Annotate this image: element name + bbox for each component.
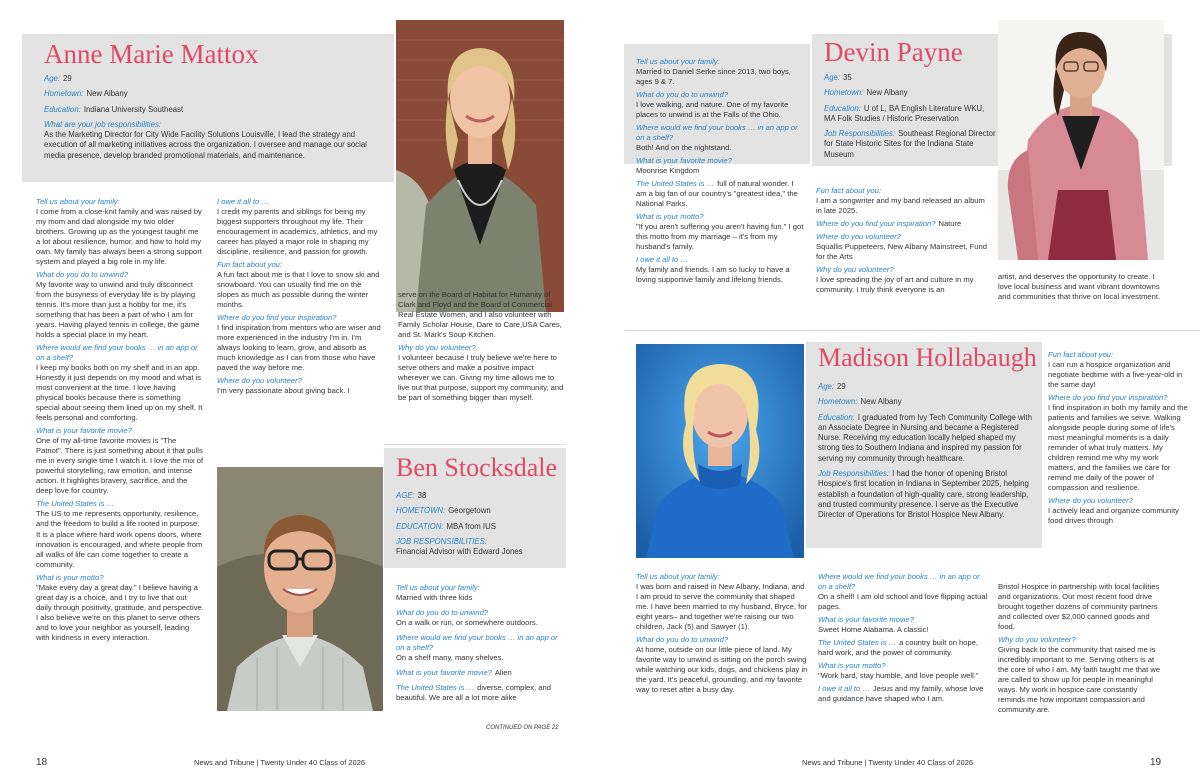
devin-hometown: New Albany xyxy=(866,88,908,98)
madison-job-label: Job Responsibilities: xyxy=(818,468,890,478)
devin-movie-label: What is your favorite movie? xyxy=(636,156,732,166)
devin-motto-label: What is your motto? xyxy=(636,212,704,222)
madison-portrait-image xyxy=(636,344,804,558)
anne-why: I volunteer because I truly believe we're here to serve others and make a positive impact wherever we can. Giving my time allows me to live out that purpose, support my community, and be part of something bigger than myself. xyxy=(398,353,564,403)
madison-col1 xyxy=(636,572,808,695)
devin-why-label: Why do you volunteer? xyxy=(816,265,894,275)
ben-name: Ben Stocksdale xyxy=(396,453,558,482)
devin-fun-label: Fun fact about you: xyxy=(816,186,882,195)
right-page-number: 19 xyxy=(1150,757,1162,768)
madison-col2 xyxy=(818,572,988,704)
madison-unwind: At home, outside on our little piece of land. My favorite way to unwind is sitting on the porch swing while watching our kids, dogs, and chickens play in the yard. It's peaceful, grounding, and my favorite way to reset after a busy day. xyxy=(636,645,808,695)
devin-owe: My family and friends. I am so lucky to have a loving supportive family and lifelong friends. xyxy=(636,265,790,285)
anne-owe-label: I owe it all to … xyxy=(217,197,269,206)
anne-owe: I credit my parents and siblings for being my biggest supporters throughout my life. Their encouragement in academics, athletics, and my career has played a major role in shaping my discipline, resilience, and passion for growth. xyxy=(217,207,378,257)
madison-age: 29 xyxy=(837,382,846,391)
devin-portrait-photo xyxy=(998,20,1164,260)
madison-motto: "Work hard, stay humble, and love people well." xyxy=(818,671,979,681)
madison-education: I graduated from Ivy Tech Community College with an Associate Degree in Nursing and became a Registered Nurse. Receiving my education locally helped shaped my strong ties to Southern Indiana and inspired my passion for serving my community through healthcare. xyxy=(818,412,1032,463)
madison-vol-label: Where do you volunteer? xyxy=(1048,496,1133,506)
anne-education: Indiana University Southeast xyxy=(83,104,184,114)
devin-us: full of natural wonder. I am a big fan of our country's "greatest idea," the National Parks. xyxy=(636,179,798,209)
devin-name: Devin Payne xyxy=(824,37,963,67)
ben-unwind-label: What do you do to unwind? xyxy=(396,608,489,618)
ben-family: Married with three kids xyxy=(396,593,473,603)
devin-vol-label: Where do you volunteer? xyxy=(816,232,901,242)
madison-portrait-photo xyxy=(636,344,804,558)
madison-why: Giving back to the community that raised me is incredibly important to me. Serving others is at the core of who I am. My faith taught me that we are called to show up for people in meaningful ways. My work in hospice care constantly reminds me how important compassion and community are. xyxy=(998,645,1161,715)
devin-header-info xyxy=(824,73,996,160)
devin-portrait-image xyxy=(998,20,1164,260)
left-page-number: 18 xyxy=(36,757,48,768)
anne-header-info xyxy=(44,74,384,161)
devin-age: 35 xyxy=(843,73,852,82)
devin-hometown-label: Hometown: xyxy=(824,88,864,98)
ben-continued-note: CONTINUED ON PAGE 22 xyxy=(486,725,559,731)
madison-fun: I can run a hospice organization and negotiate bedtime with a five-year-old in the same day! xyxy=(1048,360,1183,390)
madison-books: On a shelf! I am old school and love flipping actual pages. xyxy=(818,592,988,612)
anne-job: As the Marketing Director for City Wide Facility Solutions Louisville, I lead the strategy and execution of all marketing initiatives across the organization. I oversee and manage our social media presence, develop branded promotional materials, and maintenance. xyxy=(44,130,367,160)
ben-job: Financial Advisor with Edward Jones xyxy=(396,547,523,557)
devin-age-label: Age: xyxy=(824,73,841,82)
right-divider xyxy=(624,330,1200,331)
ben-unwind: On a walk or run, or somewhere outdoors. xyxy=(396,618,538,628)
madison-hometown-label: Hometown: xyxy=(818,397,858,407)
ben-hometown: Georgetown xyxy=(448,506,491,516)
anne-vol: I'm very passionate about giving back. I xyxy=(217,386,350,396)
anne-age-label: Age: xyxy=(44,74,61,83)
anne-vol-label: Where do you volunteer? xyxy=(217,376,302,386)
anne-books-label: Where would we find your books … in an app or on a shelf? xyxy=(36,343,198,363)
anne-movie: One of my all-time favorite movies is "The Patriot". There is just something about it that pulls me in every single time I watch it. I love the mix of powerful storytelling, raw emotion, and intense action. It highlights bravery, sacrifice, and the deep love for country. xyxy=(36,436,204,496)
left-publication: News and Tribune | Twenty Under 40 Class of 2026 xyxy=(194,758,366,767)
ben-age-label: AGE: xyxy=(396,491,415,500)
madison-us-label: The United States is … xyxy=(818,638,897,648)
anne-us-label: The United States is … xyxy=(36,499,115,509)
right-publication: News and Tribune | Twenty Under 40 Class of 2026 xyxy=(802,758,974,767)
devin-education: U of L, BA English Literature WKU, MA Folk Studies / Historic Preservation xyxy=(824,103,985,123)
ben-body xyxy=(396,583,561,703)
madison-hometown: New Albany xyxy=(860,397,902,407)
madison-fun-label: Fun fact about you: xyxy=(1048,350,1114,359)
madison-header-info xyxy=(818,382,1036,520)
devin-movie: Moonrise Kingdom xyxy=(636,166,700,176)
madison-insp-label: Where do you find your inspiration? xyxy=(1048,393,1168,403)
devin-vol: Squallis Puppeteers, New Albany Mainstreet, Fund for the Arts xyxy=(816,242,987,262)
devin-unwind-label: What do you do to unwind? xyxy=(636,90,729,100)
devin-owe-label: I owe it all to … xyxy=(636,255,688,265)
devin-insp-label: Where do you find your inspiration? xyxy=(816,219,936,229)
madison-books-label: Where would we find your books … in an app or on a shelf? xyxy=(818,572,980,592)
anne-family-label: Tell us about your family: xyxy=(36,197,120,206)
anne-family: I come from a close-knit family and was raised by my mom and dad alongside my two older brothers. Growing up as the youngest taught me a lot about resilience, humor, and how to hold my own. My family has always been a strong support system and played a big role in my life. xyxy=(36,207,202,267)
anne-hometown: New Albany xyxy=(86,89,128,99)
devin-col3 xyxy=(998,272,1166,302)
anne-motto-label: What is your motto? xyxy=(36,572,104,582)
madison-movie-label: What is your favorite movie? xyxy=(818,615,914,625)
devin-insp: Nature xyxy=(938,219,962,229)
devin-family-label: Tell us about your family: xyxy=(636,57,720,66)
anne-hometown-label: Hometown: xyxy=(44,89,84,99)
ben-education-label: EDUCATION: xyxy=(396,521,444,531)
anne-why-label: Why do you volunteer? xyxy=(398,343,476,353)
anne-unwind: My favorite way to unwind and truly disconnect from the busyness of everyday life is by playing tennis. It's more than just a hobby for me, it's something that has been a part of who I am for years. Having played tennis in college, the game holds a special place in my heart. xyxy=(36,280,200,340)
madison-insp: I find inspiration in both my family and the patients and families we serve. Walking alongside people during some of life's most meaningful moments is a daily reminder of what truly matters. My children remind me why my work matters, and the families we care for remind me daily of the power of compassion and resilience. xyxy=(1048,403,1188,493)
ben-books: On a shelf many, many shelves. xyxy=(396,653,504,663)
madison-vol-cont: Bristol Hospice in partnership with local facilities and organizations. Our most recent food drive brought together dozens of community partners and collected over $2,000 canned goods and food. xyxy=(998,582,1160,632)
ben-portrait-image xyxy=(217,467,383,711)
anne-age: 29 xyxy=(63,74,72,83)
devin-col1 xyxy=(636,57,806,285)
anne-insp-label: Where do you find your inspiration? xyxy=(217,313,337,323)
ben-us: diverse, complex, and beautiful. We are all a lot more alike xyxy=(396,683,551,703)
ben-header-info xyxy=(396,491,561,557)
madison-us: a country built on hope, hard work, and the power of community. xyxy=(818,638,979,658)
devin-family: Married to Daniel Serke since 2013, two boys, ages 9 & 7. xyxy=(636,67,791,87)
madison-age-label: Age: xyxy=(818,382,835,391)
anne-fun-label: Fun fact about you: xyxy=(217,260,283,270)
left-divider xyxy=(384,444,566,445)
anne-us: The US to me represents opportunity, resilience, and the freedom to build a life rooted in purpose. It is a place where hard work opens doors, where innovation is encouraged, and where people from all walks of life can come together to create a community. xyxy=(36,509,203,569)
anne-insp: I find inspiration from mentors who are wiser and more experienced in the industry I'm in. I'm always looking to learn, grow, and absorb as much knowledge as I can from those who have paved the way before me. xyxy=(217,323,381,373)
anne-unwind-label: What do you do to unwind? xyxy=(36,270,129,280)
ben-movie: Alien xyxy=(494,668,512,678)
ben-us-label: The United States is … xyxy=(396,683,475,693)
devin-unwind: I love walking, and nature. One of my favorite places to unwind is at the Falls of the Ohio. xyxy=(636,100,789,120)
ben-books-label: Where would we find your books … in an app or on a shelf? xyxy=(396,633,558,653)
madison-unwind-label: What do you do to unwind? xyxy=(636,635,729,645)
anne-vol-cont: serve on the Board of Habitat for Humanity of Clark and Floyd and the Board of Commercial Real Estate Women, and I also volunteer with Family Scholar House, Dare to Care,USA Cares, and St. Mark's Soup Kitchen. xyxy=(398,290,562,340)
devin-education-label: Education: xyxy=(824,103,861,113)
madison-vol: I actively lead and organize community food drives through xyxy=(1048,506,1179,526)
madison-why-label: Why do you volunteer? xyxy=(998,635,1076,645)
anne-name: Anne Marie Mattox xyxy=(44,39,259,69)
madison-col3b xyxy=(998,582,1166,715)
anne-body-col2 xyxy=(217,197,384,396)
madison-owe-label: I owe it all to … xyxy=(818,684,870,694)
devin-books-label: Where would we find your books … in an app or on a shelf? xyxy=(636,123,798,143)
madison-owe: Jesus and my family, whose love and guidance have shaped who I am. xyxy=(818,684,984,704)
devin-us-label: The United States is … xyxy=(636,179,715,189)
madison-name: Madison Hollabaugh xyxy=(818,343,1037,372)
ben-portrait-photo xyxy=(217,467,383,711)
anne-books: I keep my books both on my shelf and in an app. Honestly it just depends on my mood and what is most convenient at the time. I love having physical books because there is something special about seeing them lined up on my shelf. It feels personal and comforting. xyxy=(36,363,203,423)
anne-portrait-photo xyxy=(396,20,564,312)
madison-motto-label: What is your motto? xyxy=(818,661,886,671)
madison-movie: Sweet Home Alabama. A classic! xyxy=(818,625,929,635)
ben-age: 38 xyxy=(417,491,427,500)
ben-movie-label: What is your favorite movie? xyxy=(396,668,492,678)
anne-fun: A fun fact about me is that I love to snow ski and snowboard. You can usually find me on the slopes as much as possible during the winter months. xyxy=(217,270,380,310)
madison-education-label: Education: xyxy=(818,412,855,422)
devin-job: Southeast Regional Director for State Historic Sites for the Indiana State Museum xyxy=(824,129,996,159)
madison-family-label: Tell us about your family: xyxy=(636,572,720,581)
devin-why: I love spreading the joy of art and culture in my community. I truly think everyone is an xyxy=(816,275,974,295)
anne-education-label: Education: xyxy=(44,104,81,114)
anne-body-col1 xyxy=(36,197,204,643)
anne-body-col3 xyxy=(398,290,566,403)
madison-col3 xyxy=(1048,350,1188,526)
madison-family: I was born and raised in New Albany, Indiana, and I am proud to serve the community that shaped me. I have been married to my husband, Bryce, for eight years– and together we're raising our two children, Jack (5) and Sawyer (1). xyxy=(636,582,807,632)
anne-portrait-image xyxy=(396,20,564,312)
ben-hometown-label: HOMETOWN: xyxy=(396,506,446,516)
devin-why-cont: artist, and deserves the opportunity to create. I love local business and want vibrant downtowns and communities that thrive on local investment. xyxy=(998,272,1161,302)
ben-education: MBA from IUS xyxy=(446,521,496,531)
devin-job-label: Job Responsibilities: xyxy=(824,129,896,139)
anne-movie-label: What is your favorite movie? xyxy=(36,426,132,436)
anne-job-label: What are your job responsibilities: xyxy=(44,119,162,129)
ben-family-label: Tell us about your family: xyxy=(396,583,480,592)
anne-motto: "Make every day a great day." I believe having a great day is a choice, and I try to live that out daily through positivity, gratitude, and perspective. I also believe we're on this planet to serve others and to love your neighbor as yourself, leading with kindness in every interaction. xyxy=(36,582,204,642)
devin-motto: "If you aren't suffering you aren't having fun." I got this motto from my marriage – it's from my husband's family. xyxy=(636,222,804,252)
ben-job-label: JOB RESPONSIBILITIES: xyxy=(396,536,487,546)
devin-col2 xyxy=(816,186,992,295)
devin-fun: I am a songwriter and my band released an album in late 2025. xyxy=(816,196,985,216)
devin-books: Both! And on the nightstand. xyxy=(636,143,732,153)
madison-job: I had the honor of opening Bristol Hospice's first location in Indiana in September 2025, helping establish a foundation of high-quality care, strong leadership, and trusted community presence. I serve as the Executive Director of Operations for Bristol Hospice New Albany. xyxy=(818,468,1029,520)
